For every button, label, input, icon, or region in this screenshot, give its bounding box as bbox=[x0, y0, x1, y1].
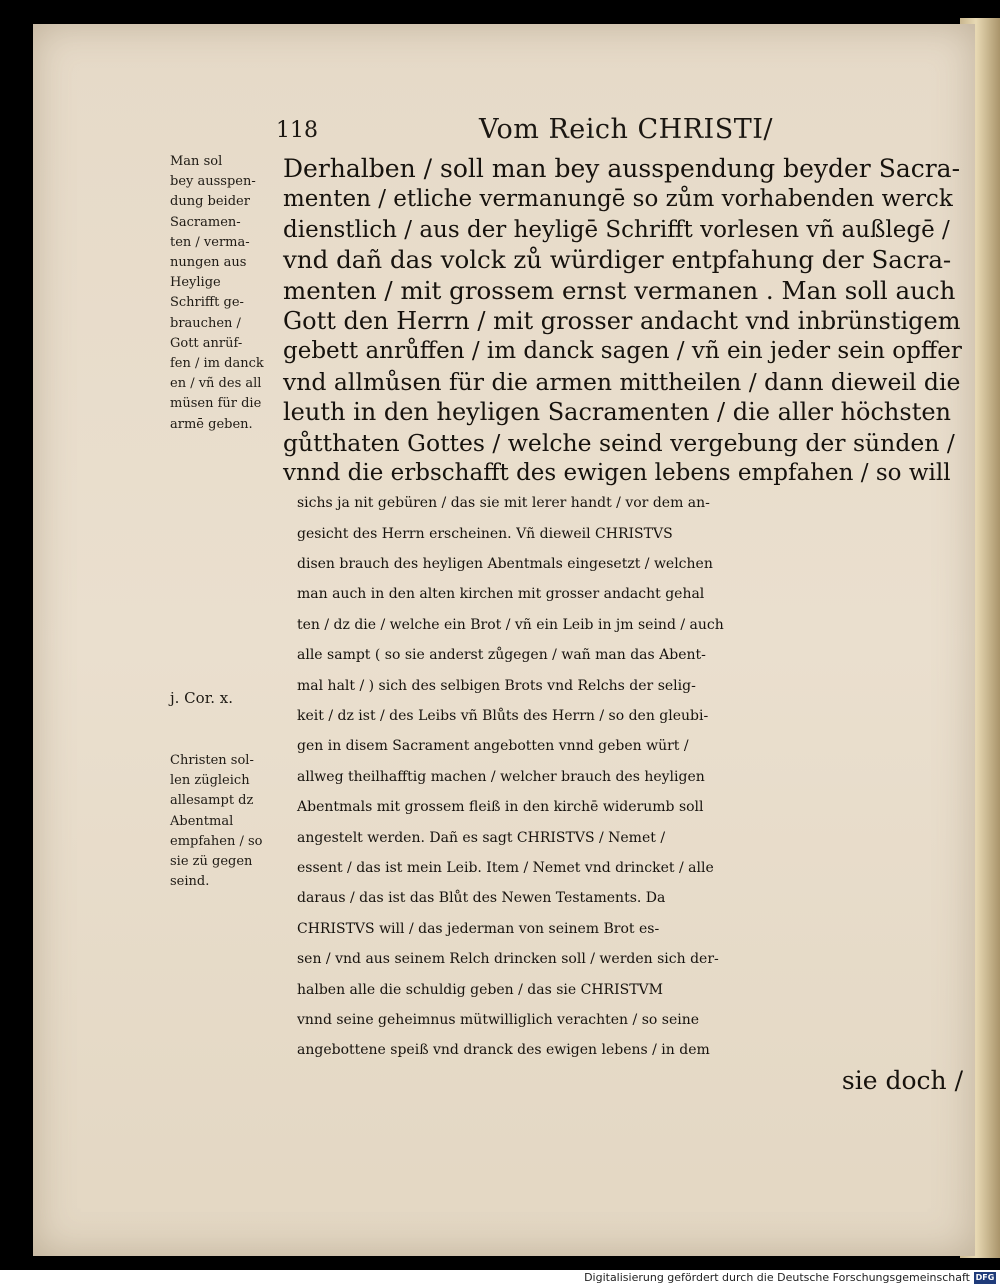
text-line: CHRISTVS will / das jederman von seinem Brot es- bbox=[297, 920, 660, 937]
text-line: vnnd seine geheimnus mütwilliglich verachten / so seine bbox=[297, 1011, 700, 1028]
margin-note-line: armē geben. bbox=[170, 416, 253, 432]
page-number: 118 bbox=[276, 118, 318, 143]
text-line: man auch in den alten kirchen mit grosser andacht gehal bbox=[297, 586, 705, 603]
margin-note-communion bbox=[170, 751, 280, 892]
text-line: menten / mit grossem ernst vermanen . Man soll auch bbox=[283, 275, 956, 305]
text-line: dienstlich / aus der heyligē Schrifft vorlesen vñ außlegē / bbox=[283, 216, 950, 243]
margin-note-line: Sacramen- bbox=[170, 214, 241, 230]
text-line: sichs ja nit gebüren / das sie mit lerer handt / vor dem an- bbox=[297, 495, 710, 512]
margin-note-line: Schrifft ge- bbox=[170, 295, 244, 311]
margin-note-line: empfahen / so bbox=[170, 833, 263, 849]
margin-note-line: en / vñ des all bbox=[170, 376, 262, 392]
margin-note-line: sie zü gegen bbox=[170, 854, 253, 870]
catchword-line: sie doch / bbox=[841, 1065, 963, 1095]
footer-bar bbox=[0, 1270, 1000, 1287]
dfg-logo-icon: DFG bbox=[975, 1273, 995, 1282]
margin-note-line: brauchen / bbox=[170, 315, 241, 331]
margin-note-line: len zügleich bbox=[170, 773, 250, 789]
text-line: gebett anrůffen / im danck sagen / vñ ein jeder sein opffer bbox=[283, 338, 962, 365]
margin-note-line: seind. bbox=[170, 874, 210, 890]
margin-note-line: Heylige bbox=[170, 275, 221, 291]
margin-note-sacraments bbox=[170, 152, 280, 435]
text-line: halben alle die schuldig geben / das sie CHRISTVM bbox=[297, 981, 663, 998]
text-line: Derhalben / soll man bey ausspendung beyder Sacra- bbox=[283, 154, 961, 183]
margin-note-line: Gott anrüf- bbox=[170, 335, 243, 351]
margin-note-line: dung beider bbox=[170, 194, 250, 210]
text-line: keit / dz ist / des Leibs vñ Blůts des Herrn / so den gleubi- bbox=[297, 708, 709, 725]
main-text-block bbox=[283, 154, 963, 1096]
margin-note-line: fen / im danck bbox=[170, 356, 264, 372]
text-line: leuth in den heyligen Sacramenten / die aller höchsten bbox=[283, 398, 952, 427]
margin-note-line: Abentmal bbox=[170, 813, 234, 829]
text-line: disen brauch des heyligen Abentmals eingesetzt / welchen bbox=[297, 556, 713, 573]
margin-note-line: Christen sol- bbox=[170, 753, 254, 768]
text-line: vnd dañ das volck zů würdiger entpfahung der Sacra- bbox=[283, 245, 952, 275]
text-line: vnnd die erbschafft des ewigen lebens empfahen / so will bbox=[283, 459, 951, 486]
margin-note-line: ten / verma- bbox=[170, 234, 250, 250]
text-line: menten / etliche vermanungē so zům vorhabenden werck bbox=[283, 186, 953, 213]
margin-note-line: nungen aus bbox=[170, 255, 247, 271]
text-line: gen in disem Sacrament angebotten vnnd geben würt / bbox=[297, 738, 689, 755]
text-line: angestelt werden. Dañ es sagt CHRISTVS / Nemet / bbox=[297, 829, 666, 846]
text-line: Abentmals mit grossem fleiß in den kirchē widerumb soll bbox=[297, 799, 704, 816]
margin-note-line: müsen für die bbox=[170, 396, 262, 412]
text-line: alle sampt ( so sie anderst zůgegen / wañ man das Abent- bbox=[297, 647, 706, 664]
footer-credit: Digitalisierung gefördert durch die Deutsche Forschungsgemeinschaft bbox=[584, 1271, 970, 1284]
text-line: sen / vnd aus seinem Relch drincken soll / werden sich der- bbox=[297, 951, 719, 968]
text-line: angebottene speiß vnd dranck des ewigen lebens / in dem bbox=[297, 1042, 710, 1059]
text-line: vnd allmůsen für die armen mittheilen / dann dieweil die bbox=[283, 367, 961, 396]
text-line: essent / das ist mein Leib. Item / Nemet vnd drincket / alle bbox=[297, 859, 714, 876]
margin-note-line: bey ausspen- bbox=[170, 174, 256, 190]
text-line: ten / dz die / welche ein Brot / vñ ein Leib in jm seind / auch bbox=[297, 616, 724, 633]
margin-note-line: j. Cor. x. bbox=[170, 689, 233, 707]
running-title: Vom Reich CHRISTI/ bbox=[479, 114, 773, 145]
page-header bbox=[33, 114, 975, 154]
text-line: gesicht des Herrn erscheinen. Vñ dieweil CHRISTVS bbox=[297, 525, 673, 542]
text-line: daraus / das ist das Blůt des Newen Testaments. Da bbox=[297, 890, 666, 907]
text-line: mal halt / ) sich des selbigen Brots vnd Relchs der selig- bbox=[297, 677, 696, 694]
margin-note-line: allesampt dz bbox=[170, 793, 254, 809]
margin-note-reference bbox=[170, 688, 280, 708]
text-line: Gott den Herrn / mit grosser andacht vnd inbrünstigem bbox=[283, 306, 961, 335]
text-line: allweg theilhafftig machen / welcher brauch des heyligen bbox=[297, 768, 705, 785]
text-line: gůtthaten Gottes / welche seind vergebung der sünden / bbox=[283, 428, 955, 457]
book-page bbox=[33, 24, 975, 1256]
margin-note-line: Man sol bbox=[170, 154, 223, 169]
